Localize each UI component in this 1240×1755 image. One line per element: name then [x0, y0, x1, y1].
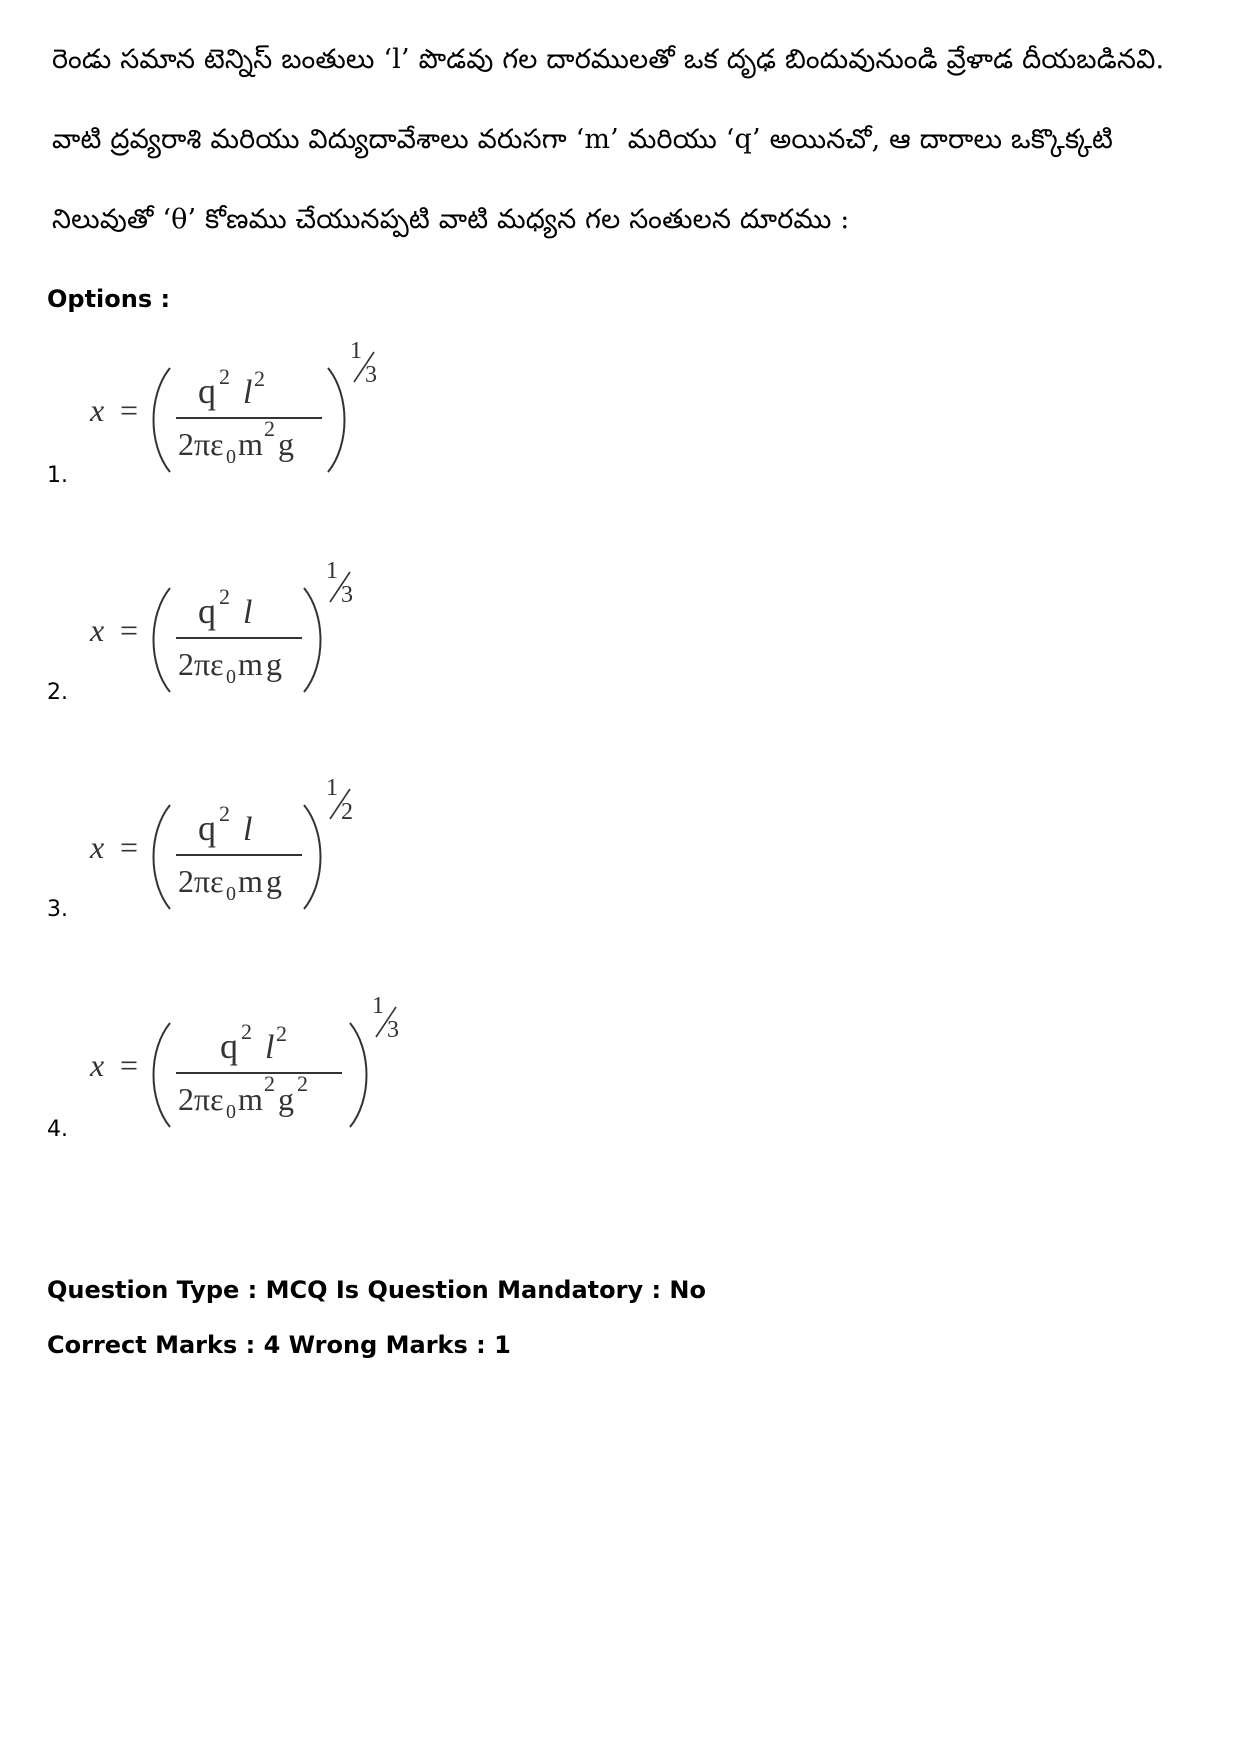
numerator-l: l	[243, 374, 253, 411]
left-paren	[154, 805, 171, 909]
denominator-m-exponent: 2	[264, 1071, 275, 1096]
numerator-q-exponent: 2	[219, 801, 230, 826]
left-paren	[154, 368, 171, 472]
formula-equals: =	[120, 612, 139, 648]
power-numerator: 1	[326, 558, 338, 584]
left-paren	[154, 1023, 171, 1127]
denominator-subscript: 0	[226, 666, 236, 688]
option-formula-4[interactable]	[88, 995, 428, 1155]
denominator-subscript: 0	[226, 446, 236, 468]
denominator-m: m	[238, 426, 263, 462]
numerator-q-exponent: 2	[219, 584, 230, 609]
marks-line: Correct Marks : 4 Wrong Marks : 1	[47, 1331, 511, 1359]
numerator-l: l	[243, 811, 253, 848]
denominator-main: 2πε	[178, 863, 224, 899]
numerator-l-exponent: 2	[254, 366, 265, 391]
power-numerator: 1	[372, 993, 384, 1019]
denominator-m: m	[238, 1081, 263, 1117]
formula-equals: =	[120, 392, 139, 428]
question-line-1: రెండు సమాన టెన్నిస్ బంతులు ‘l’ పొడవు గల దారములతో ఒక దృఢ బిందువునుండి వ్రేళాడ దీయబడినవి.	[52, 44, 1165, 75]
formula-equals: =	[120, 1047, 139, 1083]
formula-lhs: x	[90, 829, 105, 865]
option-number-1: 1.	[47, 463, 68, 488]
numerator-q-exponent: 2	[219, 364, 230, 389]
question-line-2: వాటి ద్రవ్యరాశి మరియు విద్యుదావేశాలు వరుసగా ‘m’ మరియు ‘q’ అయినచో, ఆ దారాలు ఒక్కొక్కటి	[52, 124, 1114, 155]
power-denominator: 3	[365, 362, 377, 388]
right-paren	[328, 368, 345, 472]
numerator-l: l	[243, 594, 253, 631]
option-number-3: 3.	[47, 897, 68, 922]
formula-lhs: x	[90, 1047, 105, 1083]
denominator-m-exponent: 2	[264, 416, 275, 441]
denominator-g: g	[278, 1081, 294, 1117]
power-numerator: 1	[326, 775, 338, 801]
power-denominator: 2	[341, 799, 353, 825]
formula-lhs: x	[90, 392, 105, 428]
denominator-m: m	[238, 646, 263, 682]
denominator-main: 2πε	[178, 646, 224, 682]
denominator-g-exponent: 2	[297, 1071, 308, 1096]
right-paren	[304, 805, 321, 909]
numerator-q-exponent: 2	[241, 1019, 252, 1044]
right-paren	[350, 1023, 367, 1127]
question-line-3: నిలువుతో ‘θ’ కోణము చేయునప్పటి వాటి మధ్యన గల సంతులన దూరము :	[52, 204, 850, 235]
option-formula-1[interactable]	[88, 340, 428, 500]
numerator-l: l	[265, 1029, 275, 1066]
option-formula-3[interactable]	[88, 777, 428, 937]
option-number-2: 2.	[47, 680, 68, 705]
formula-equals: =	[120, 829, 139, 865]
option-formula-2[interactable]	[88, 560, 428, 720]
denominator-g: g	[266, 863, 282, 899]
question-type-line: Question Type : MCQ Is Question Mandatory : No	[47, 1276, 706, 1304]
denominator-main: 2πε	[178, 1081, 224, 1117]
denominator-m: m	[238, 863, 263, 899]
power-denominator: 3	[341, 582, 353, 608]
denominator-g: g	[278, 426, 294, 462]
power-numerator: 1	[350, 338, 362, 364]
option-number-4: 4.	[47, 1117, 68, 1142]
denominator-subscript: 0	[226, 883, 236, 905]
formula-lhs: x	[90, 612, 105, 648]
right-paren	[304, 588, 321, 692]
numerator-q: q	[220, 1026, 238, 1066]
numerator-l-exponent: 2	[276, 1021, 287, 1046]
left-paren	[154, 588, 171, 692]
denominator-g: g	[266, 646, 282, 682]
numerator-q: q	[198, 808, 216, 848]
denominator-subscript: 0	[226, 1101, 236, 1123]
numerator-q: q	[198, 591, 216, 631]
power-denominator: 3	[387, 1017, 399, 1043]
numerator-q: q	[198, 371, 216, 411]
denominator-main: 2πε	[178, 426, 224, 462]
options-label: Options :	[47, 285, 171, 313]
